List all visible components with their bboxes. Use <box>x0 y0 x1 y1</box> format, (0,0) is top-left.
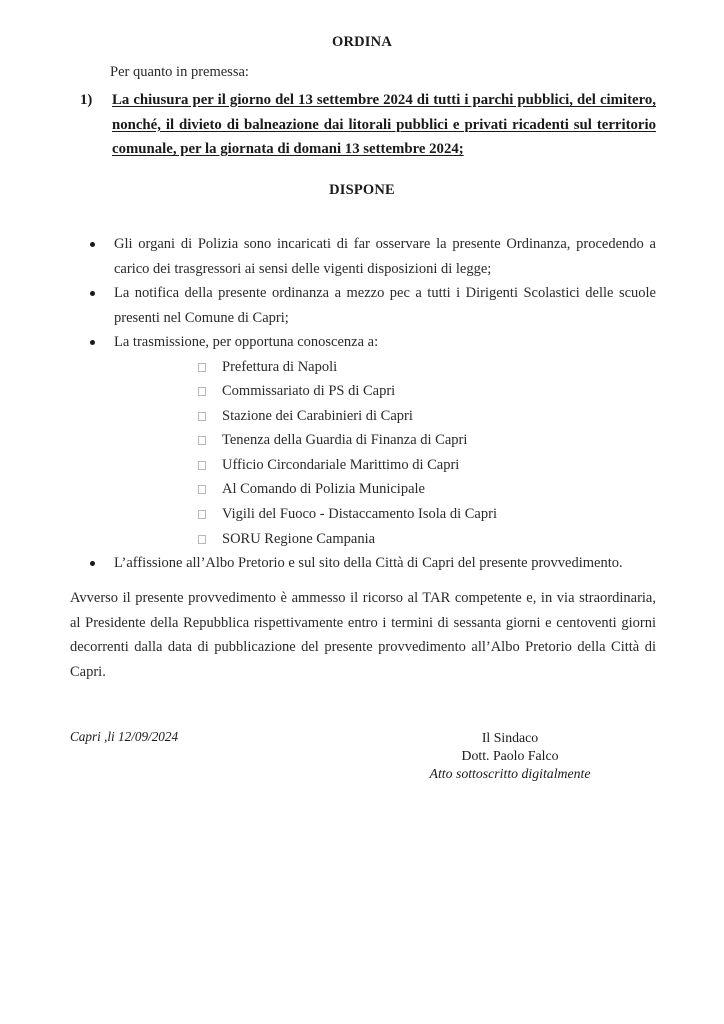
dispone-item-notification <box>88 281 656 330</box>
signer-name: Dott. Paolo Falco <box>461 748 559 763</box>
recipient-label: Vigili del Fuoco - Distaccamento Isola di Capri <box>222 506 497 523</box>
appeal-paragraph: Avverso il presente provvedimento è ammesso il ricorso al TAR competente e, in via straordinaria, al Presidente della Repubblica rispettivamente entro i termini di sessanta giorni e centoventi giorni decorrenti dalla data di pubblicazione del presente provvedimento all’Albo Pretorio della Città di Capri. <box>70 590 656 680</box>
dispone-item-text: L’affissione all’Albo Pretorio e sul sito della Città di Capri del presente provvedimento. <box>114 555 623 572</box>
ordina-heading: ORDINA <box>331 34 392 50</box>
dispone-item-text: La notifica della presente ordinanza a mezzo pec a tutti i Dirigenti Scolastici delle scuole presenti nel Comune di Capri; <box>114 285 656 326</box>
recipient-label: Ufficio Circondariale Marittimo di Capri <box>222 456 460 473</box>
recipient-item <box>198 502 656 527</box>
checkbox-icon <box>198 461 206 470</box>
recipient-list <box>114 355 656 552</box>
bullet-icon <box>90 340 95 345</box>
dispone-item-police <box>88 232 656 281</box>
dispone-item-text: La trasmissione, per opportuna conoscenza a: <box>114 334 379 350</box>
place-date: Capri ,li 12/09/2024 <box>70 729 179 744</box>
recipient-item <box>198 453 656 478</box>
recipient-item <box>198 527 656 552</box>
order-item-text: La chiusura per il giorno del 13 settembre 2024 di tutti i parchi pubblici, del cimitero, nonché, il divieto di balneazione dai litorali pubblici e privati ricadenti sul territorio comunale, per la giornata di domani 13 settembre 2024; <box>112 92 656 157</box>
signature-note: Atto sottoscritto digitalmente <box>429 766 591 781</box>
signer-role: Il Sindaco <box>481 730 539 745</box>
checkbox-icon <box>198 510 206 519</box>
checkbox-icon <box>198 363 206 372</box>
dispone-item-text: Gli organi di Polizia sono incaricati di far osservare la presente Ordinanza, procedendo a carico dei trasgressori ai sensi delle vigenti disposizioni di legge; <box>114 236 656 277</box>
order-item-number: 1) <box>80 92 93 108</box>
recipient-label: Commissariato di PS di Capri <box>222 383 396 400</box>
signature-block <box>420 729 600 783</box>
checkbox-icon <box>198 485 206 494</box>
recipient-item <box>198 428 656 453</box>
bullet-icon <box>90 561 95 566</box>
dispone-item-transmission <box>88 330 656 551</box>
dispone-heading: DISPONE <box>329 182 395 198</box>
recipient-label: Stazione dei Carabinieri di Capri <box>222 407 413 424</box>
recipient-label: SORU Regione Campania <box>222 530 376 547</box>
recipient-item <box>198 355 656 380</box>
order-item-1 <box>80 88 656 162</box>
bullet-icon <box>90 242 95 247</box>
recipient-label: Al Comando di Polizia Municipale <box>222 481 425 498</box>
checkbox-icon <box>198 535 206 544</box>
recipient-label: Prefettura di Napoli <box>222 358 338 375</box>
checkbox-icon <box>198 387 206 396</box>
bullet-icon <box>90 291 95 296</box>
checkbox-icon <box>198 412 206 421</box>
checkbox-icon <box>198 436 206 445</box>
recipient-item <box>198 477 656 502</box>
dispone-item-publication <box>88 551 656 576</box>
recipient-label: Tenenza della Guardia di Finanza di Capri <box>222 432 468 449</box>
recipient-item <box>198 379 656 404</box>
ordina-intro: Per quanto in premessa: <box>110 64 249 80</box>
dispone-list <box>88 232 656 576</box>
recipient-item <box>198 404 656 429</box>
